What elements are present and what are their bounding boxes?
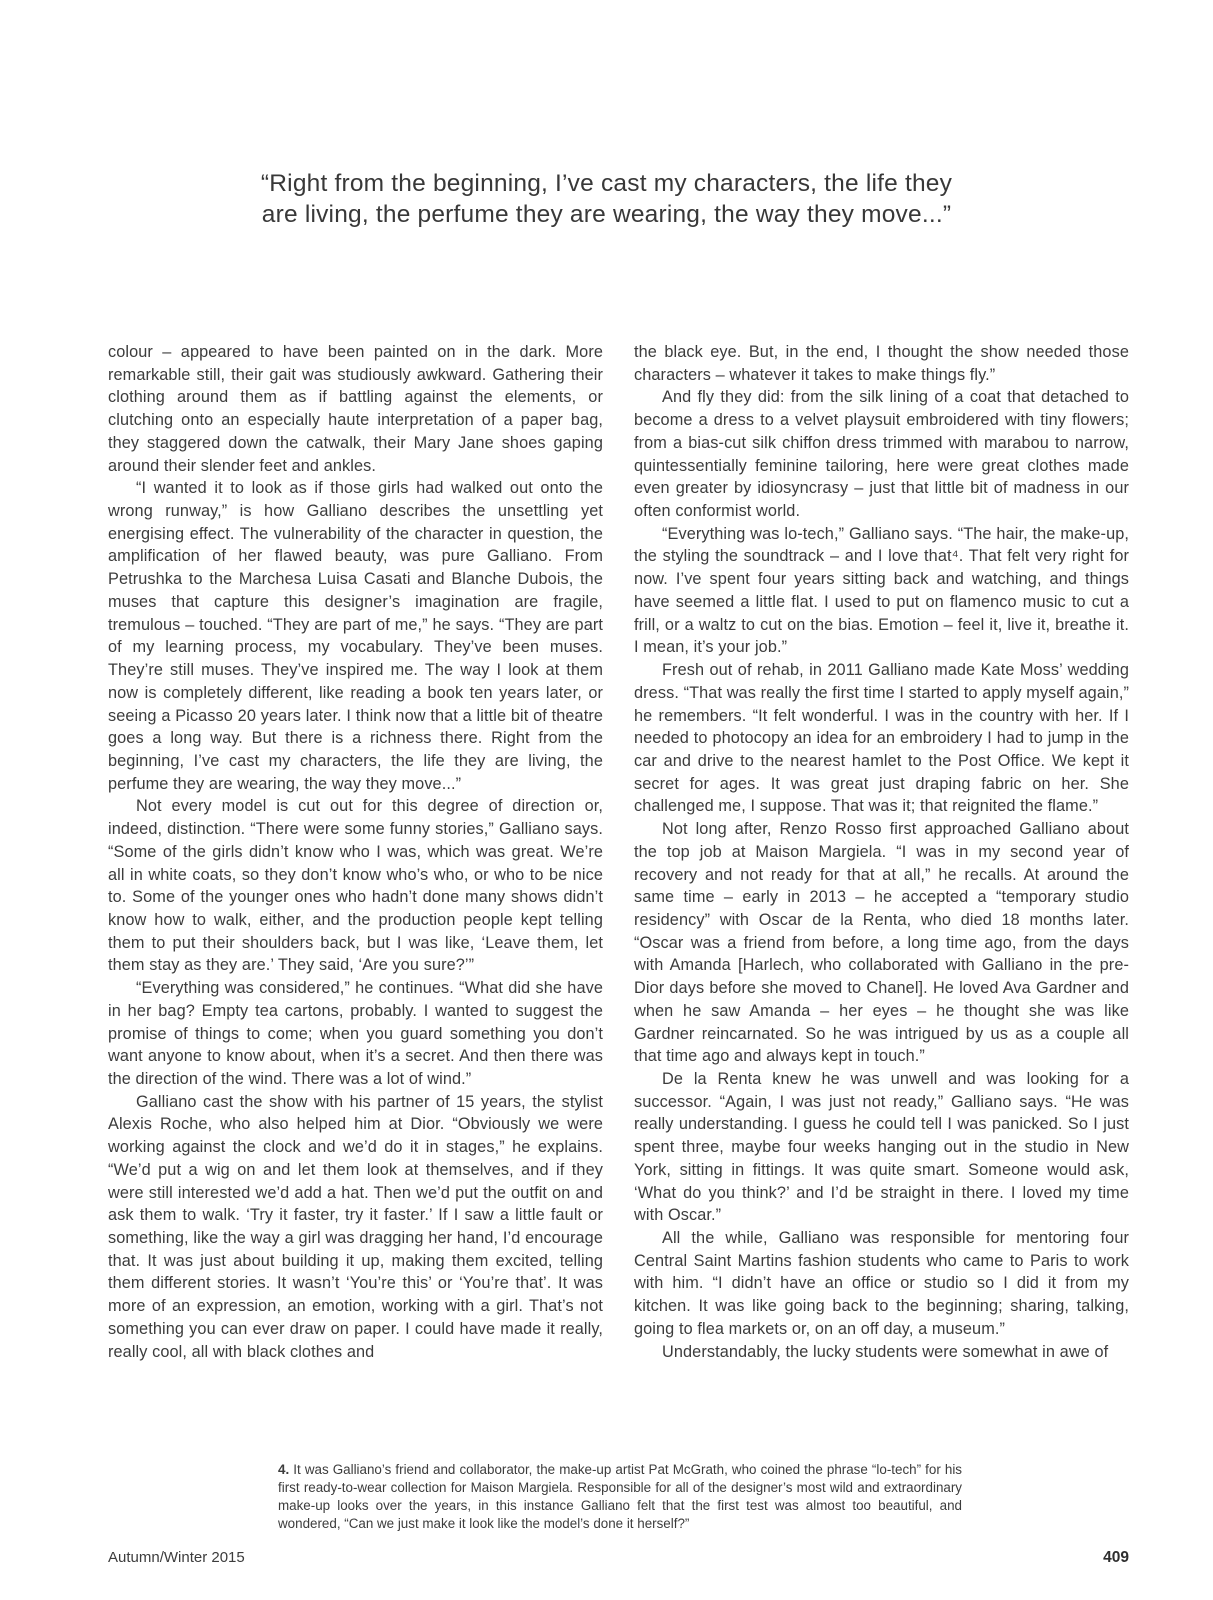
paragraph: Fresh out of rehab, in 2011 Galliano made Kate Moss’ wedding dress. “That was really the first time I started to apply myself again,” he remembers. “It felt wonderful. I was in the country with her. If I needed to photocopy an idea for an embroidery I had to jump in the car and drive to the nearest hamlet to the Post Office. We kept it secret for ages. It was great just draping fabric on her. She challenged me, I suppose. That was it; that reignited the flame.”	[634, 661, 1129, 816]
page-footer	[108, 1549, 1129, 1567]
paragraph: the black eye. But, in the end, I thought the show needed those characters – whatever it takes to make things fly.”	[634, 343, 1129, 384]
page-number: 409	[1103, 1549, 1129, 1566]
paragraph: De la Renta knew he was unwell and was looking for a successor. “Again, I was just not ready,” Galliano says. “He was really understanding. I guess he could tell I was panicked. So I just spent three, maybe four weeks hanging out in the studio in New York, sitting in fittings. It was quite smart. Someone would ask, ‘What do you think?’ and I’d be straight in there. I loved my time with Oscar.”	[634, 1070, 1129, 1225]
pull-quote-line-2: are living, the perfume they are wearing, the way they move...”	[261, 201, 952, 228]
body-column-left	[108, 341, 603, 1363]
paragraph: Galliano cast the show with his partner of 15 years, the stylist Alexis Roche, who also helped him at Dior. “Obviously we were working against the clock and we’d do it in stages,” he explains. “We’d put a wig on and let them look at themselves, and if they were still interested we’d add a hat. Then we’d put the outfit on and ask them to walk. ‘Try it faster, try it faster.’ If I saw a little fault or something, like the way a girl was dragging her hand, I’d encourage that. It was just about building it up, making them excited, telling them different stories. It wasn’t ‘You’re this’ or ‘You’re that’. It was more of an expression, an emotion, working with a girl. That’s not something you can ever draw on paper. I could have made it really, really cool, all with black clothes and	[108, 1092, 603, 1361]
footnote-marker: 4.	[278, 1462, 290, 1477]
paragraph: colour – appeared to have been painted on in the dark. More remarkable still, their gait was studiously awkward. Gathering their clothing around them as if battling against the elements, or clutching onto an especially haute interpretation of a paper bag, they staggered down the catwalk, their Mary Jane shoes gaping around their slender feet and ankles.	[108, 343, 603, 475]
footnote	[278, 1461, 962, 1533]
paragraph: “Everything was lo-tech,” Galliano says. “The hair, the make-up, the styling the soundtrack – and I love that⁴. That felt very right for now. I’ve spent four years sitting back and watching, and things have seemed a little flat. I used to put on flamenco music to cut a frill, or a waltz to cut on the bias. Emotion – feel it, live it, breathe it. I mean, it’s your job.”	[634, 524, 1129, 657]
footnote-text: It was Galliano’s friend and collaborator, the make-up artist Pat McGrath, who coined the phrase “lo-tech” for his first ready-to-wear collection for Maison Margiela. Responsible for all of the designer’s most wild and extraordinary make-up looks over the years, in this instance Galliano felt that the first test was almost too beautiful, and wondered, “Can we just make it look like the model’s done it herself?”	[278, 1462, 962, 1531]
paragraph: All the while, Galliano was responsible for mentoring four Central Saint Martins fashion students who came to Paris to work with him. “I didn’t have an office or studio so I did it from my kitchen. It was like going back to the beginning; sharing, talking, going to flea markets or, on an off day, a museum.”	[634, 1229, 1129, 1338]
paragraph: Understandably, the lucky students were somewhat in awe of	[662, 1342, 1109, 1361]
paragraph: “I wanted it to look as if those girls had walked out onto the wrong runway,” is how Galliano describes the unsettling yet energising effect. The vulnerability of the character in question, the amplification of her flawed beauty, was pure Galliano. From Petrushka to the Marchesa Luisa Casati and Blanche Dubois, the muses that capture this designer’s imagination are fragile, tremulous – touched. “They are part of me,” he says. “They are part of my learning process, my vocabulary. They’ve been muses. They’re still muses. They’ve inspired me. The way I look at them now is completely different, like reading a book ten years later, or seeing a Picasso 20 years later. I think now that a little bit of theatre goes a long way. But there is a richness there. Right from the beginning, I’ve cast my characters, the life they are living, the perfume they are wearing, the way they move...”	[108, 479, 603, 793]
paragraph: Not long after, Renzo Rosso first approached Galliano about the top job at Maison Margiela. “I was in my second year of recovery and not ready for that at all,” he recalls. At around the same time – early in 2013 – he accepted a “temporary studio residency” with Oscar de la Renta, who died 18 months later. “Oscar was a friend from before, a long time ago, from the days with Amanda [Harlech, who collaborated with Galliano in the pre-Dior days before she moved to Chanel]. He loved Ava Gardner and when he saw Amanda – her eyes – he thought she was like Gardner reincarnated. So he was intrigued by us as a couple all that time ago and always kept in touch.”	[634, 820, 1129, 1066]
pull-quote-line-1: “Right from the beginning, I’ve cast my characters, the life they	[260, 170, 953, 197]
paragraph: Not every model is cut out for this degree of direction or, indeed, distinction. “There were some funny stories,” Galliano says. “Some of the girls didn’t know who I was, which was great. We’re all in white coats, so they don’t know who’s who, or who to be nice to. Some of the younger ones who hadn’t done many shows didn’t know how to walk, either, and the production people kept telling them to put their shoulders back, but I was like, ‘Leave them, let them stay as they are.’ They said, ‘Are you sure?’”	[108, 797, 603, 975]
paragraph: And fly they did: from the silk lining of a coat that detached to become a dress to a velvet playsuit embroidered with tiny flowers; from a bias-cut silk chiffon dress trimmed with marabou to narrow, quintessentially feminine tailoring, here were great clothes made even greater by idiosyncrasy – just that little bit of madness in our often conformist world.	[634, 388, 1129, 521]
body-column-right	[634, 341, 1129, 1363]
pull-quote	[0, 168, 1213, 230]
article-body	[108, 341, 1129, 1363]
issue-label: Autumn/Winter 2015	[108, 1549, 245, 1566]
paragraph: “Everything was considered,” he continues. “What did she have in her bag? Empty tea cartons, probably. I wanted to suggest the promise of things to come; when you guard something you don’t want anyone to know about, when it’s a secret. And then there was the direction of the wind. There was a lot of wind.”	[108, 979, 603, 1088]
